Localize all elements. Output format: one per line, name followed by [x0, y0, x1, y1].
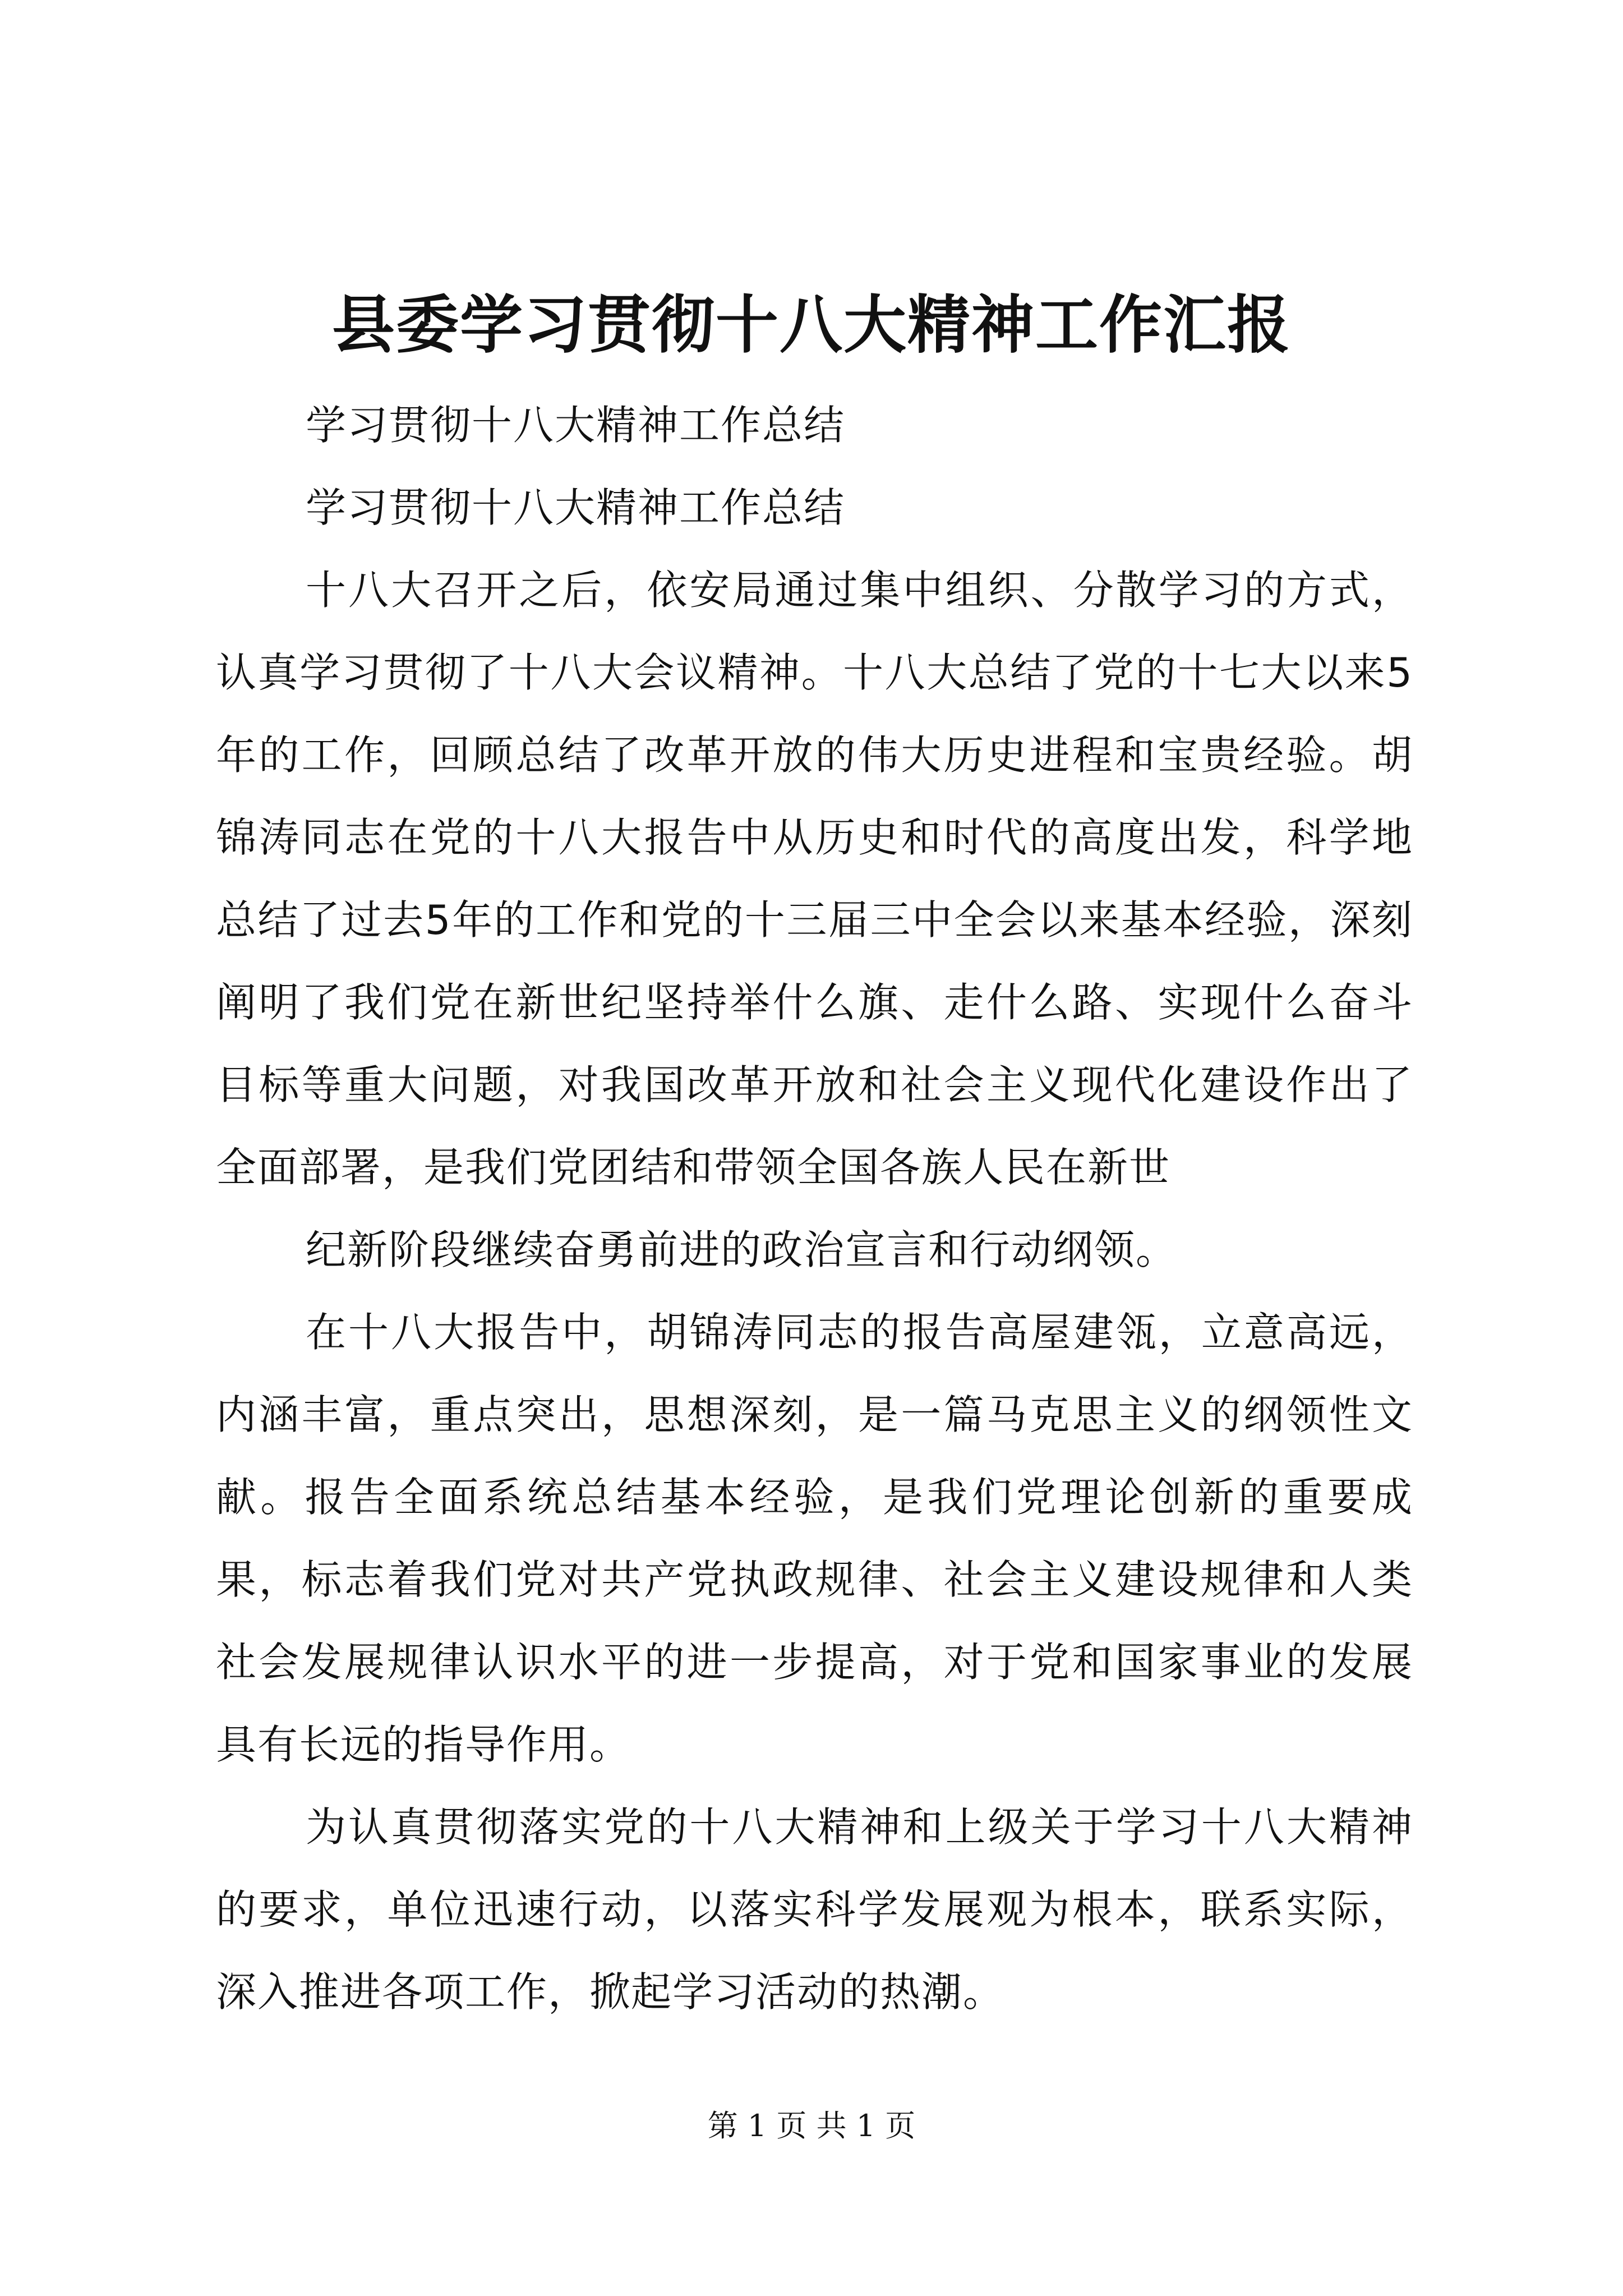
paragraph-1: 十八大召开之后，依安局通过集中组织、分散学习的方式，认真学习贯彻了十八大会议精神。十八大总结了党的十七大以来5年的工作，回顾总结了改革开放的伟大历史进程和宝贵经验。胡锦涛同志在党的十八大报告中从历史和时代的高度出发，科学地总结了过去5年的工作和党的十三届三中全会以来基本经验，深刻阐明了我们党在新世纪坚持举什么旗、走什么路、实现什么奋斗目标等重大问题，对我国改革开放和社会主义现代化建设作出了全面部署，是我们党团结和带领全国各族人民在新世	[216, 567, 1413, 1191]
paragraph-subtitle-2: 学习贯彻十八大精神工作总结	[306, 484, 846, 531]
document-body	[216, 384, 1413, 2033]
document-title: 县委学习贯彻十八大精神工作汇报	[332, 288, 1291, 362]
paragraph-4: 为认真贯彻落实党的十八大精神和上级关于学习十八大精神的要求，单位迅速行动，以落实科学发展观为根本，联系实际，深入推进各项工作，掀起学习活动的热潮。	[216, 1803, 1413, 2016]
paragraph-2: 纪新阶段继续奋勇前进的政治宣言和行动纲领。	[306, 1226, 1178, 1273]
paragraph-3: 在十八大报告中，胡锦涛同志的报告高屋建瓴，立意高远，内涵丰富，重点突出，思想深刻，是一篇马克思主义的纲领性文献。报告全面系统总结基本经验，是我们党理论创新的重要成果，标志着我们党对共产党执政规律、社会主义建设规律和人类社会发展规律认识水平的进一步提高，对于党和国家事业的发展具有长远的指导作用。	[216, 1309, 1413, 1768]
page-footer: 第 1 页 共 1 页	[707, 2108, 916, 2143]
paragraph-subtitle-1: 学习贯彻十八大精神工作总结	[306, 402, 846, 449]
